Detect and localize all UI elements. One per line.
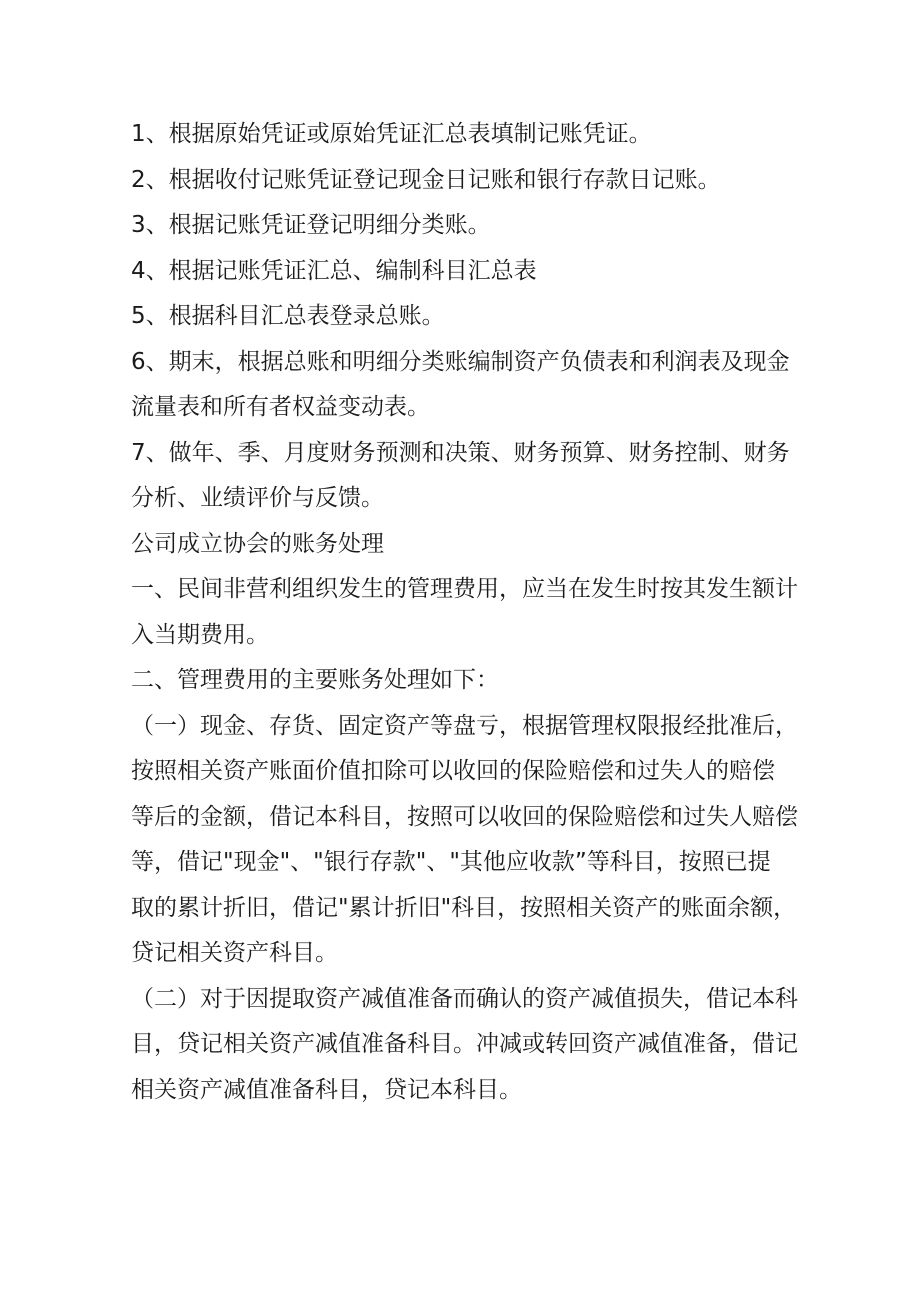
text-line-4: 4、根据记账凭证汇总、编制科目汇总表	[131, 257, 537, 284]
text-line-14: （一）现金、存货、固定资产等盘亏，根据管理权限报经批准后，	[131, 712, 798, 739]
text-line-20: （二）对于因提取资产减值准备而确认的资产减值损失，借记本科	[131, 985, 798, 1012]
text-line-5: 5、根据科目汇总表登录总账。	[131, 303, 445, 329]
text-line-16: 等后的金额，借记本科目，按照可以收回的保险赔偿和过失人赔偿	[131, 803, 798, 830]
text-line-13: 二、管理费用的主要账务处理如下：	[131, 667, 499, 693]
text-line-18: 取的累计折旧，借记"累计折旧"科目，按照相关资产的账面余额，	[131, 894, 797, 921]
text-line-1: 1、根据原始凭证或原始凭证汇总表填制记账凭证。	[131, 121, 652, 147]
text-line-6: 6、期末，根据总账和明细分类账编制资产负债表和利润表及现金	[131, 348, 790, 375]
text-line-8: 7、做年、季、月度财务预测和决策、财务预算、财务控制、财务	[131, 439, 790, 466]
document-body	[131, 112, 803, 1113]
text-line-9: 分析、业绩评价与反馈。	[131, 485, 384, 511]
text-line-22: 相关资产减值准备科目，贷记本科目。	[131, 1076, 522, 1103]
text-line-3: 3、根据记账凭证登记明细分类账。	[131, 212, 491, 238]
text-line-19: 贷记相关资产科目。	[131, 940, 338, 966]
text-line-17: 等，借记"现金"、"银行存款"、"其他应收款”等科目，按照已提	[131, 849, 771, 875]
text-line-7: 流量表和所有者权益变动表。	[131, 394, 430, 420]
text-line-15: 按照相关资产账面价值扣除可以收回的保险赔偿和过失人的赔偿	[131, 758, 775, 784]
section-title: 公司成立协会的账务处理	[131, 530, 384, 557]
text-line-2: 2、根据收付记账凭证登记现金日记账和银行存款日记账。	[131, 166, 721, 193]
text-line-21: 目，贷记相关资产减值准备科目。冲减或转回资产减值准备，借记	[131, 1031, 798, 1057]
text-line-12: 入当期费用。	[131, 621, 269, 648]
text-line-11: 一、民间非营利组织发生的管理费用，应当在发生时按其发生额计	[131, 576, 798, 602]
